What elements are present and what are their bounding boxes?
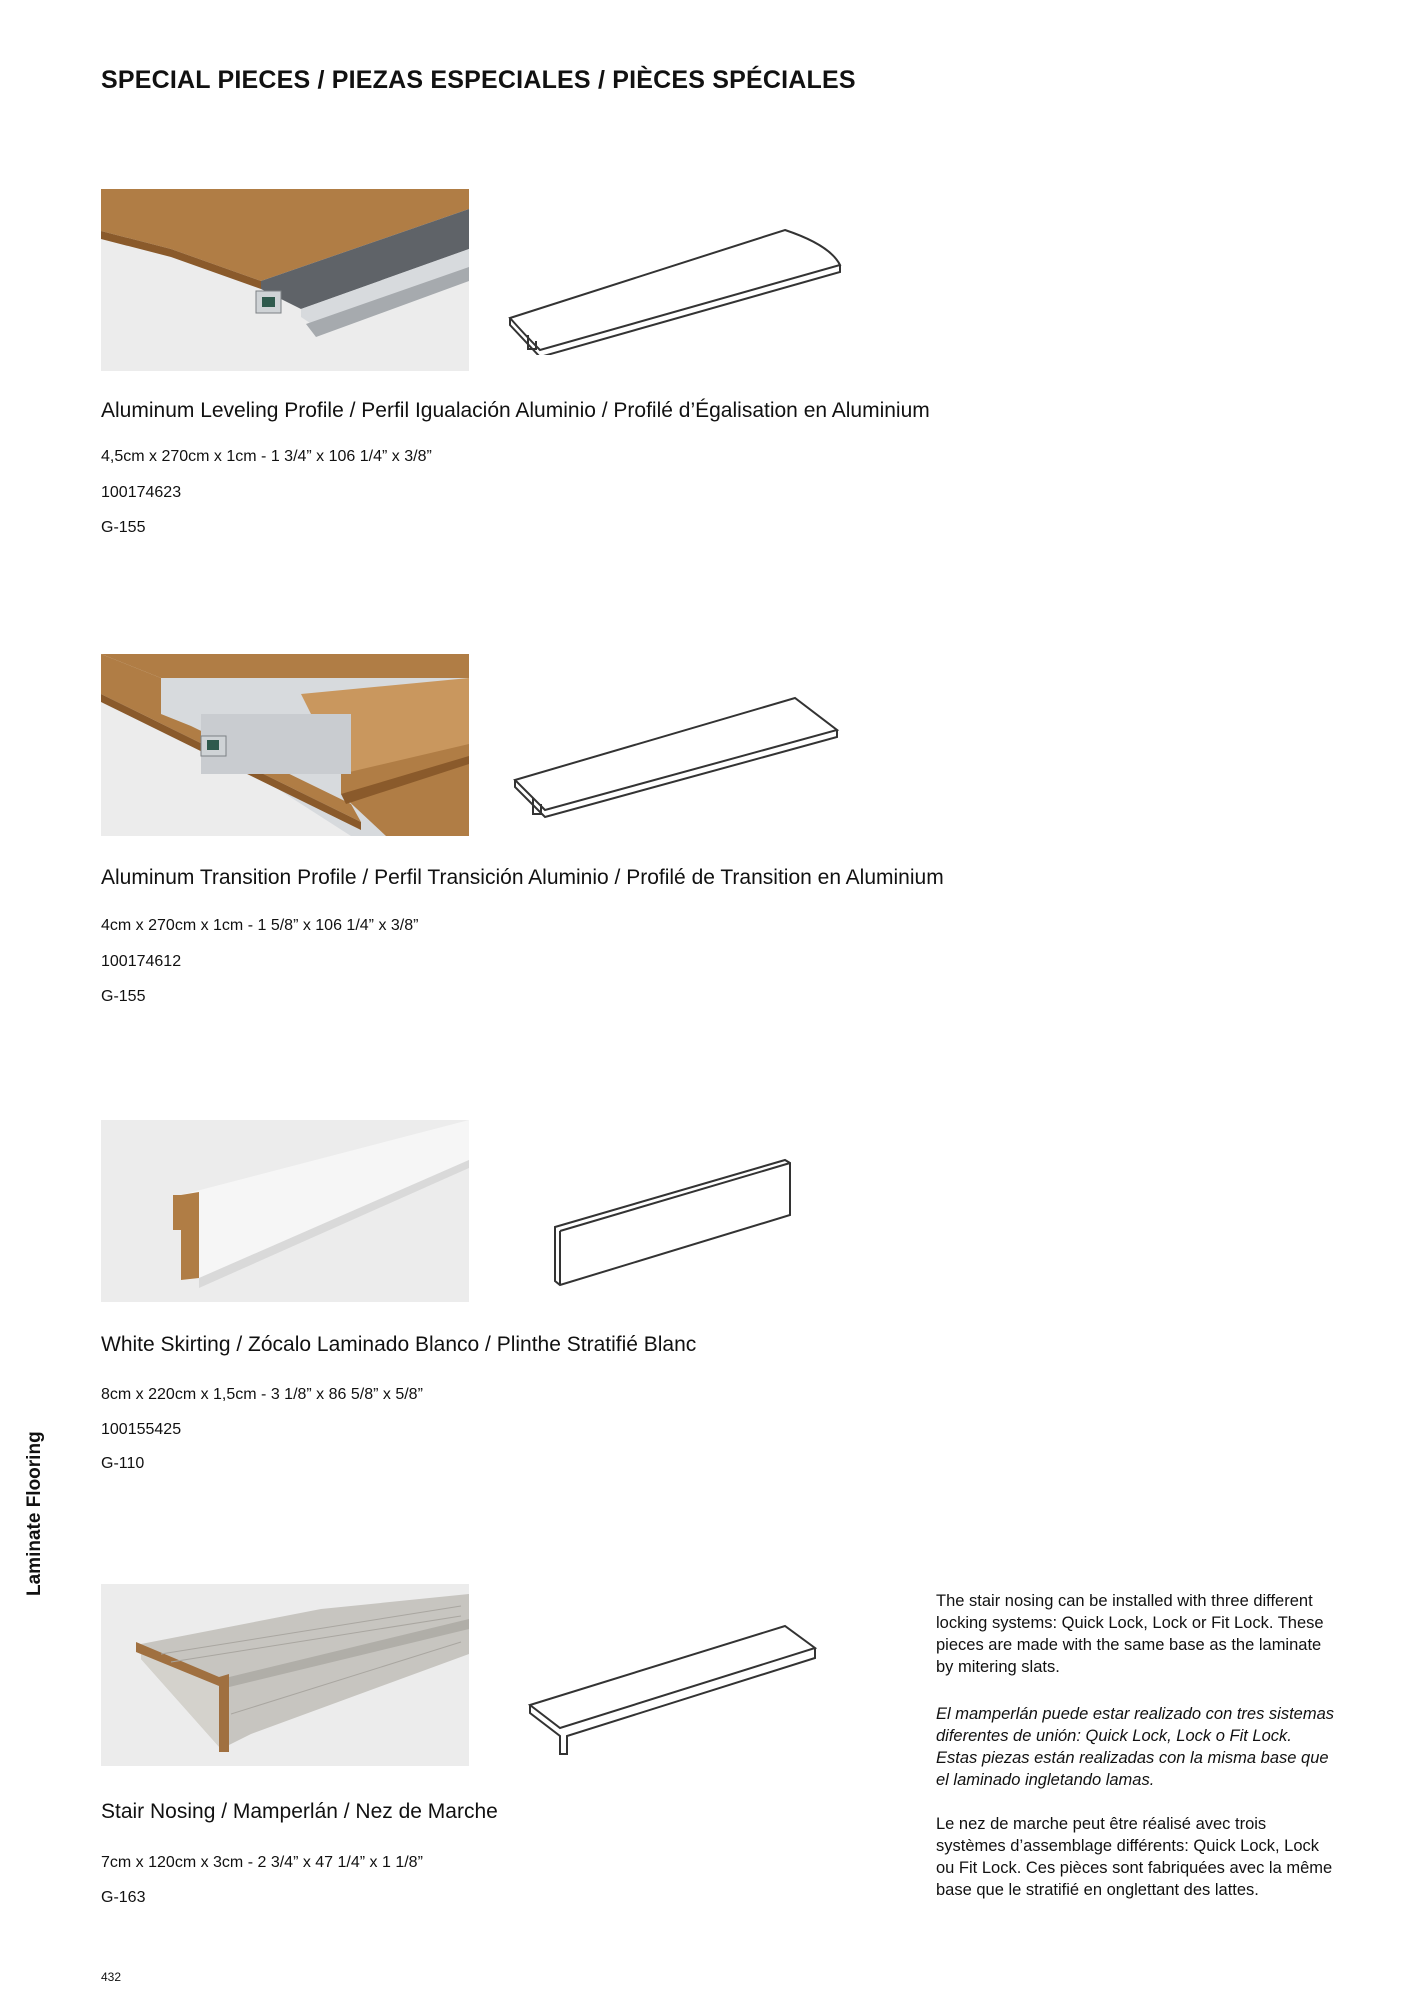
product-reference: 100174612	[101, 953, 182, 970]
product-name: Stair Nosing / Mamperlán / Nez de Marche	[101, 1800, 498, 1823]
product-dimensions: 4,5cm x 270cm x 1cm - 1 3/4” x 106 1/4” x 3/8”	[101, 448, 432, 465]
white-skirting-drawing	[545, 1155, 805, 1290]
stair-note-english: The stair nosing can be installed with three different locking systems: Quick Lock, Lock or Fit Lock. These pieces are made with the same base as the laminate by mitering slats.	[936, 1592, 1324, 1676]
product-reference: 100155425	[101, 1421, 182, 1438]
product-dimensions: 4cm x 270cm x 1cm - 1 5/8” x 106 1/4” x 3/8”	[101, 917, 419, 934]
product-code: G-155	[101, 519, 146, 536]
product-dimensions: 8cm x 220cm x 1,5cm - 3 1/8” x 86 5/8” x 5/8”	[101, 1386, 423, 1403]
transition-profile-photo	[101, 654, 469, 836]
product-code: G-163	[101, 1889, 146, 1906]
page-number: 432	[101, 1970, 122, 1984]
transition-profile-drawing	[505, 690, 845, 820]
product-code: G-110	[101, 1455, 145, 1472]
product-name: White Skirting / Zócalo Laminado Blanco / Plinthe Stratifié Blanc	[101, 1333, 697, 1356]
product-name: Aluminum Leveling Profile / Perfil Igualación Aluminio / Profilé d’Égalisation en Aluminium	[101, 399, 930, 422]
stair-note-french: Le nez de marche peut être réalisé avec trois systèmes d’assemblage différents: Quick Lock, Lock ou Fit Lock. Ces pièces sont fabriquées avec la même base que le stratifié en onglettant des lattes.	[936, 1815, 1333, 1899]
page-title: SPECIAL PIECES / PIEZAS ESPECIALES / PIÈCES SPÉCIALES	[101, 66, 856, 94]
stair-nosing-photo	[101, 1584, 469, 1766]
product-reference: 100174623	[101, 484, 182, 501]
product-name: Aluminum Transition Profile / Perfil Transición Aluminio / Profilé de Transition en Aluminium	[101, 866, 944, 889]
product-code: G-155	[101, 988, 146, 1005]
leveling-profile-photo	[101, 189, 469, 371]
white-skirting-photo	[101, 1120, 469, 1302]
leveling-profile-drawing	[500, 225, 848, 355]
stair-note-spanish: El mamperlán puede estar realizado con tres sistemas diferentes de unión: Quick Lock, Lock o Fit Lock. Estas piezas están realizadas con la misma base que el laminado ingletando lamas.	[936, 1705, 1335, 1789]
product-dimensions: 7cm x 120cm x 3cm - 2 3/4” x 47 1/4” x 1 1/8”	[101, 1854, 423, 1871]
section-side-label: Laminate Flooring	[24, 1431, 45, 1596]
stair-nosing-drawing	[525, 1618, 825, 1758]
